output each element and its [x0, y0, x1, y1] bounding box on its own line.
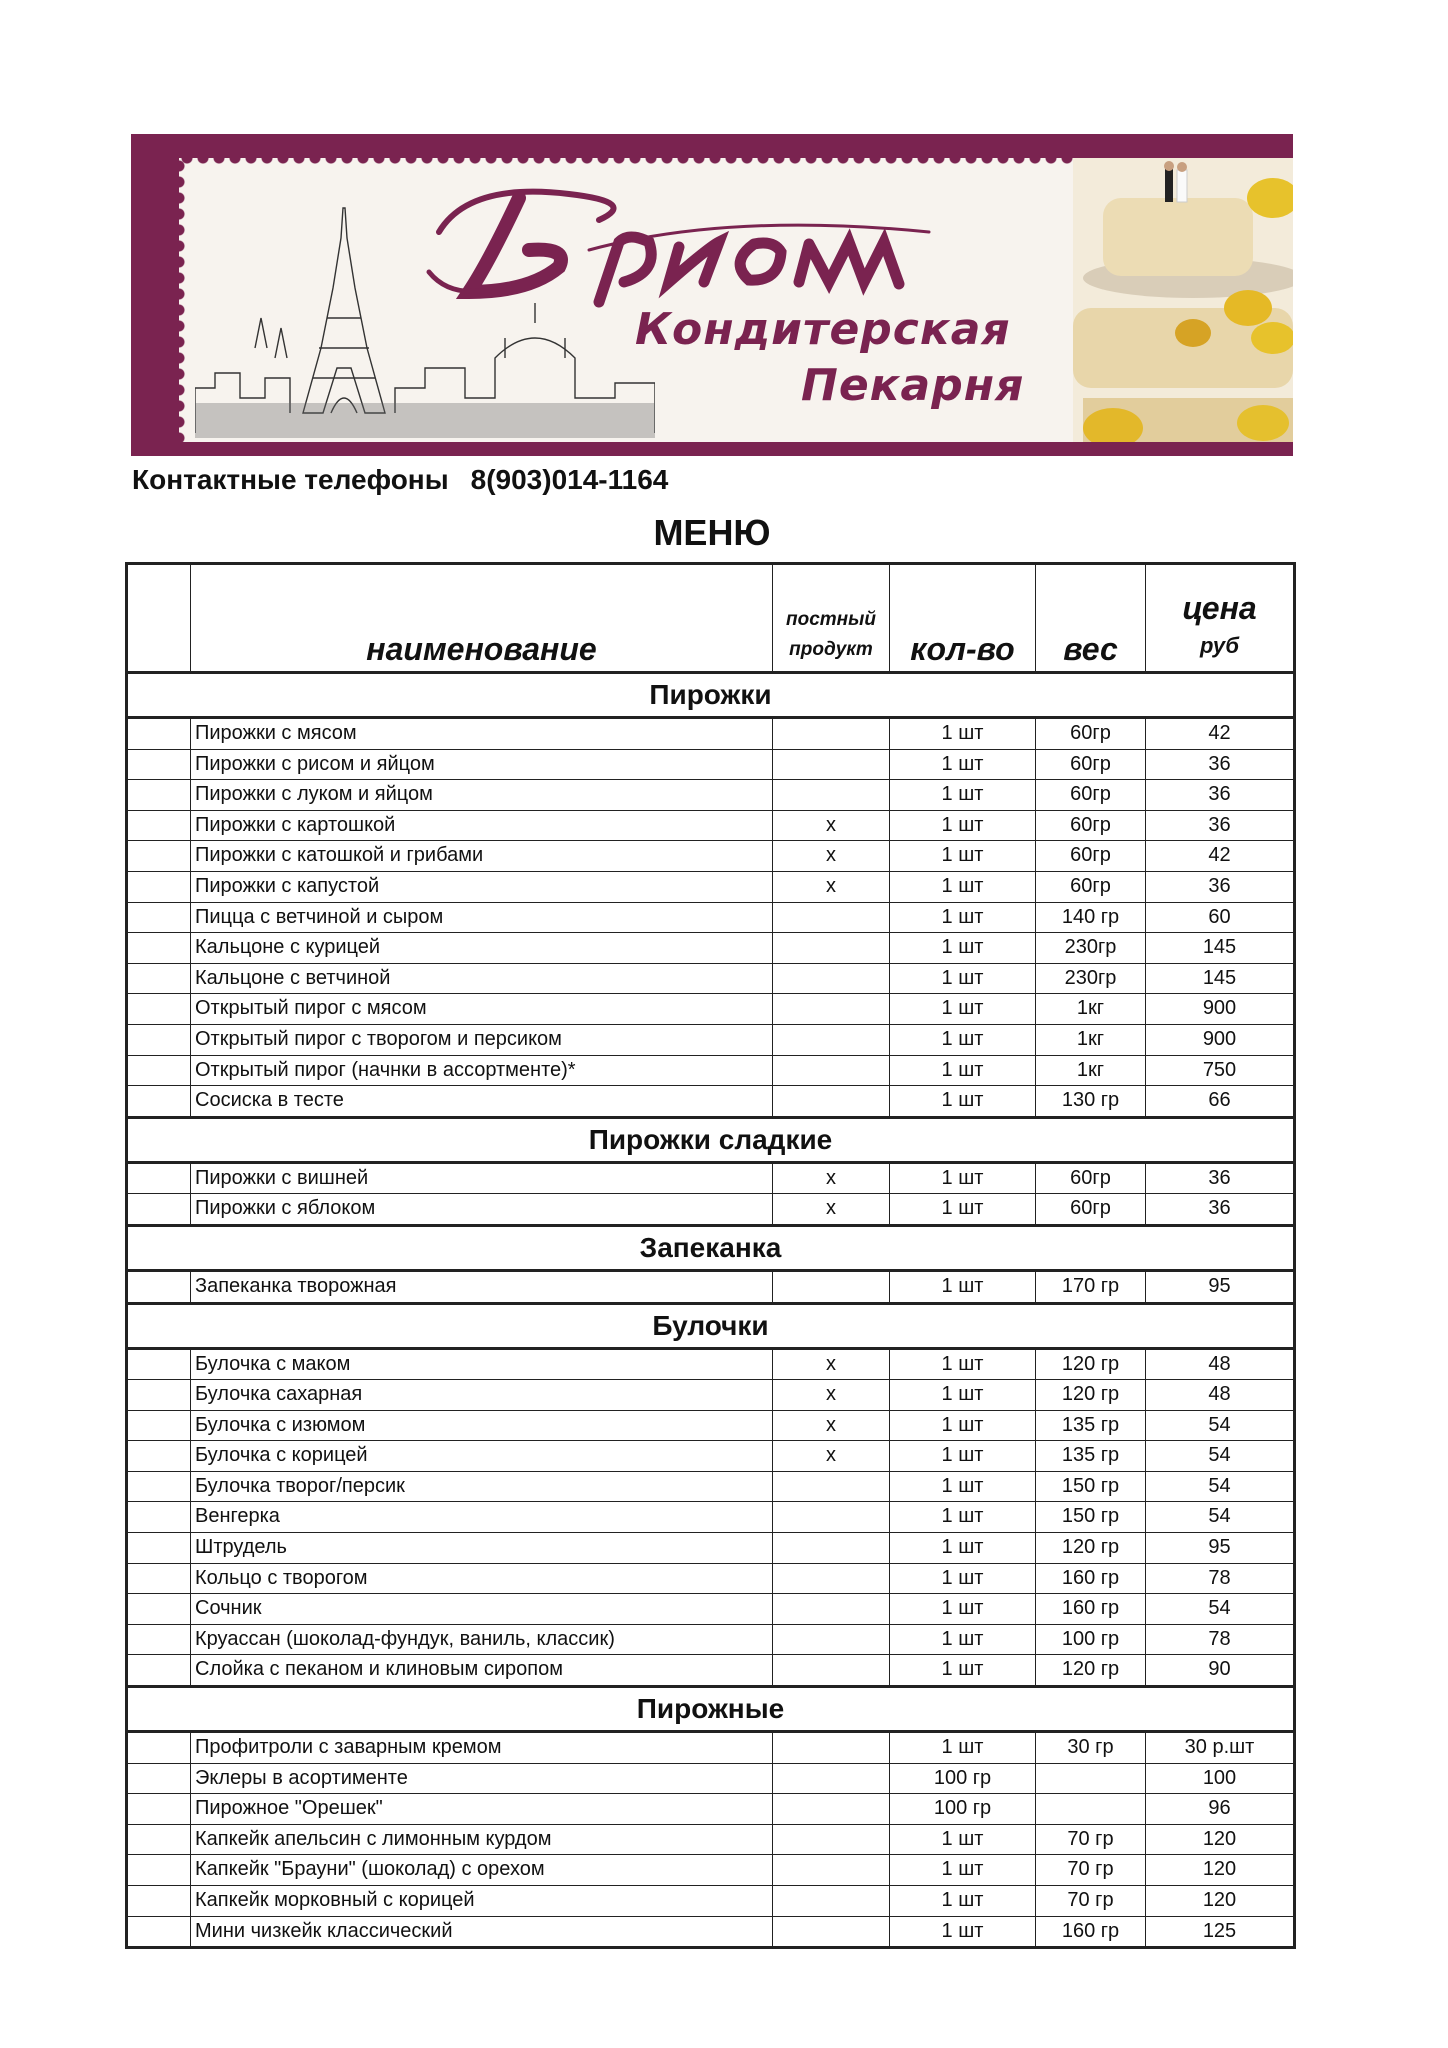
- item-price: 120: [1146, 1886, 1295, 1917]
- item-weight: 140 гр: [1036, 902, 1146, 933]
- table-row: [127, 933, 1295, 964]
- table-row: [127, 1024, 1295, 1055]
- item-name: Открытый пирог (начнки в ассортменте)*: [191, 1055, 773, 1086]
- table-header-row: [127, 564, 1295, 673]
- item-price: 78: [1146, 1563, 1295, 1594]
- item-weight: 120 гр: [1036, 1380, 1146, 1411]
- brand-subtitle-confectionery: Кондитерская: [635, 304, 1011, 355]
- item-lent: [773, 1886, 890, 1917]
- item-quantity: 1 шт: [890, 994, 1036, 1025]
- item-weight: 70 гр: [1036, 1886, 1146, 1917]
- row-index-cell: [127, 1471, 191, 1502]
- table-row: [127, 1563, 1295, 1594]
- item-price: 90: [1146, 1655, 1295, 1687]
- item-quantity: 1 шт: [890, 1655, 1036, 1687]
- table-row: [127, 1270, 1295, 1303]
- item-price: 95: [1146, 1270, 1295, 1303]
- item-weight: 150 гр: [1036, 1502, 1146, 1533]
- item-price: 54: [1146, 1471, 1295, 1502]
- section-title: Пирожки: [127, 673, 1295, 718]
- row-index-cell: [127, 1055, 191, 1086]
- item-weight: 60гр: [1036, 749, 1146, 780]
- item-name: Булочка с изюмом: [191, 1410, 773, 1441]
- item-price: 36: [1146, 780, 1295, 811]
- brand-script-logo: [409, 172, 1049, 312]
- table-row: [127, 1624, 1295, 1655]
- header-price-line2: руб: [1200, 633, 1239, 658]
- row-index-cell: [127, 1655, 191, 1687]
- item-name: Капкейк морковный с корицей: [191, 1886, 773, 1917]
- item-weight: 60гр: [1036, 871, 1146, 902]
- row-index-cell: [127, 780, 191, 811]
- item-price: 66: [1146, 1086, 1295, 1118]
- item-quantity: 1 шт: [890, 1732, 1036, 1764]
- item-quantity: 1 шт: [890, 1533, 1036, 1564]
- item-price: 42: [1146, 841, 1295, 872]
- item-weight: 135 гр: [1036, 1410, 1146, 1441]
- item-lent: х: [773, 1410, 890, 1441]
- menu-title: МЕНЮ: [653, 512, 771, 553]
- item-weight: 130 гр: [1036, 1086, 1146, 1118]
- contact-phone-number[interactable]: 8(903)014-1164: [470, 464, 669, 495]
- item-name: Капкейк "Брауни" (шоколад) с орехом: [191, 1855, 773, 1886]
- item-price: 36: [1146, 749, 1295, 780]
- table-row: [127, 1763, 1295, 1794]
- item-lent: [773, 1563, 890, 1594]
- item-weight: [1036, 1794, 1146, 1825]
- item-quantity: 1 шт: [890, 1162, 1036, 1194]
- item-weight: 160 гр: [1036, 1916, 1146, 1948]
- item-name: Эклеры в асортименте: [191, 1763, 773, 1794]
- item-price: 42: [1146, 718, 1295, 750]
- table-row: [127, 1502, 1295, 1533]
- item-lent: [773, 902, 890, 933]
- item-name: Капкейк апельсин с лимонным курдом: [191, 1824, 773, 1855]
- row-index-cell: [127, 1886, 191, 1917]
- header-name: наименование: [191, 564, 773, 673]
- item-quantity: 100 гр: [890, 1794, 1036, 1825]
- table-row: [127, 1055, 1295, 1086]
- table-row: [127, 1855, 1295, 1886]
- item-quantity: 1 шт: [890, 1471, 1036, 1502]
- row-index-cell: [127, 718, 191, 750]
- item-lent: [773, 1624, 890, 1655]
- item-name: Пирожки с яблоком: [191, 1194, 773, 1226]
- item-weight: 60гр: [1036, 810, 1146, 841]
- item-name: Булочка творог/персик: [191, 1471, 773, 1502]
- section-header-row: [127, 1303, 1295, 1348]
- item-weight: 230гр: [1036, 963, 1146, 994]
- item-weight: 60гр: [1036, 1162, 1146, 1194]
- table-row: [127, 1162, 1295, 1194]
- section-header-row: [127, 1117, 1295, 1162]
- item-quantity: 1 шт: [890, 1410, 1036, 1441]
- item-name: Кальцоне с ветчиной: [191, 963, 773, 994]
- item-quantity: 1 шт: [890, 963, 1036, 994]
- item-price: 60: [1146, 902, 1295, 933]
- row-index-cell: [127, 1162, 191, 1194]
- item-quantity: 1 шт: [890, 1916, 1036, 1948]
- item-name: Запеканка творожная: [191, 1270, 773, 1303]
- item-lent: [773, 780, 890, 811]
- section-title: Булочки: [127, 1303, 1295, 1348]
- item-weight: 1кг: [1036, 1055, 1146, 1086]
- item-lent: [773, 1763, 890, 1794]
- item-weight: 1кг: [1036, 994, 1146, 1025]
- item-quantity: 1 шт: [890, 871, 1036, 902]
- item-name: Пирожки с капустой: [191, 871, 773, 902]
- table-row: [127, 1441, 1295, 1472]
- item-lent: [773, 1471, 890, 1502]
- item-lent: [773, 1794, 890, 1825]
- item-lent: [773, 1594, 890, 1625]
- item-price: 36: [1146, 871, 1295, 902]
- table-row: [127, 1533, 1295, 1564]
- item-name: Профитроли с заварным кремом: [191, 1732, 773, 1764]
- table-row: [127, 749, 1295, 780]
- item-name: Пирожки с луком и яйцом: [191, 780, 773, 811]
- item-weight: 1кг: [1036, 1024, 1146, 1055]
- item-weight: 60гр: [1036, 780, 1146, 811]
- item-price: 36: [1146, 1194, 1295, 1226]
- item-lent: [773, 933, 890, 964]
- item-quantity: 1 шт: [890, 841, 1036, 872]
- table-row: [127, 810, 1295, 841]
- item-lent: х: [773, 871, 890, 902]
- item-lent: [773, 1270, 890, 1303]
- item-name: Булочка с маком: [191, 1348, 773, 1380]
- row-index-cell: [127, 1855, 191, 1886]
- item-name: Пирожки с вишней: [191, 1162, 773, 1194]
- table-row: [127, 1471, 1295, 1502]
- item-quantity: 1 шт: [890, 1086, 1036, 1118]
- item-lent: х: [773, 1441, 890, 1472]
- table-row: [127, 1655, 1295, 1687]
- row-index-cell: [127, 994, 191, 1025]
- item-name: Сосиска в тесте: [191, 1086, 773, 1118]
- item-weight: 100 гр: [1036, 1624, 1146, 1655]
- table-row: [127, 994, 1295, 1025]
- row-index-cell: [127, 1502, 191, 1533]
- item-quantity: 1 шт: [890, 1380, 1036, 1411]
- item-quantity: 1 шт: [890, 1824, 1036, 1855]
- item-weight: 135 гр: [1036, 1441, 1146, 1472]
- row-index-cell: [127, 1533, 191, 1564]
- item-lent: х: [773, 1162, 890, 1194]
- table-row: [127, 780, 1295, 811]
- item-price: 30 р.шт: [1146, 1732, 1295, 1764]
- item-lent: х: [773, 1348, 890, 1380]
- item-quantity: 1 шт: [890, 780, 1036, 811]
- item-price: 100: [1146, 1763, 1295, 1794]
- table-row: [127, 1886, 1295, 1917]
- section-header-row: [127, 1225, 1295, 1270]
- header-banner: [131, 134, 1293, 456]
- item-quantity: 1 шт: [890, 1886, 1036, 1917]
- header-weight: вес: [1036, 564, 1146, 673]
- table-row: [127, 1348, 1295, 1380]
- item-quantity: 1 шт: [890, 1055, 1036, 1086]
- row-index-cell: [127, 841, 191, 872]
- item-lent: х: [773, 1380, 890, 1411]
- menu-table: [125, 562, 1296, 1949]
- row-index-cell: [127, 1024, 191, 1055]
- wedding-cake-image: [1073, 158, 1293, 442]
- item-price: 54: [1146, 1410, 1295, 1441]
- table-row: [127, 718, 1295, 750]
- item-lent: [773, 1855, 890, 1886]
- item-name: Слойка с пеканом и клиновым сиропом: [191, 1655, 773, 1687]
- item-lent: [773, 1916, 890, 1948]
- item-quantity: 1 шт: [890, 1624, 1036, 1655]
- row-index-cell: [127, 1763, 191, 1794]
- stamp-perforation-left: [179, 158, 191, 442]
- item-name: Венгерка: [191, 1502, 773, 1533]
- item-lent: [773, 1533, 890, 1564]
- table-row: [127, 1410, 1295, 1441]
- item-quantity: 1 шт: [890, 1594, 1036, 1625]
- item-name: Кальцоне с курицей: [191, 933, 773, 964]
- brand-subtitle-bakery: Пекарня: [801, 360, 1025, 411]
- item-name: Штрудель: [191, 1533, 773, 1564]
- item-quantity: 100 гр: [890, 1763, 1036, 1794]
- item-lent: [773, 718, 890, 750]
- item-name: Пицца с ветчиной и сыром: [191, 902, 773, 933]
- row-index-cell: [127, 1348, 191, 1380]
- item-price: 48: [1146, 1348, 1295, 1380]
- header-quantity: кол-во: [890, 564, 1036, 673]
- item-quantity: 1 шт: [890, 1441, 1036, 1472]
- table-row: [127, 1594, 1295, 1625]
- item-weight: 60гр: [1036, 718, 1146, 750]
- item-weight: 60гр: [1036, 841, 1146, 872]
- header-price: [1146, 564, 1295, 673]
- contact-phones: [132, 464, 668, 496]
- item-price: 900: [1146, 1024, 1295, 1055]
- item-lent: х: [773, 1194, 890, 1226]
- item-price: 95: [1146, 1533, 1295, 1564]
- item-lent: [773, 1055, 890, 1086]
- item-weight: 120 гр: [1036, 1655, 1146, 1687]
- item-lent: [773, 1824, 890, 1855]
- section-header-row: [127, 673, 1295, 718]
- item-name: Пирожное "Орешек": [191, 1794, 773, 1825]
- row-index-cell: [127, 1441, 191, 1472]
- item-quantity: 1 шт: [890, 1855, 1036, 1886]
- item-price: 900: [1146, 994, 1295, 1025]
- table-row: [127, 1794, 1295, 1825]
- item-price: 145: [1146, 963, 1295, 994]
- header-lent: [773, 564, 890, 673]
- row-index-cell: [127, 1732, 191, 1764]
- item-weight: [1036, 1763, 1146, 1794]
- table-row: [127, 1086, 1295, 1118]
- item-weight: 150 гр: [1036, 1471, 1146, 1502]
- table-row: [127, 1732, 1295, 1764]
- header-lent-line1: постный: [786, 609, 876, 630]
- header-price-line1: цена: [1182, 590, 1257, 626]
- item-lent: [773, 1502, 890, 1533]
- item-name: Пирожки с мясом: [191, 718, 773, 750]
- item-lent: [773, 1732, 890, 1764]
- row-index-cell: [127, 1624, 191, 1655]
- item-quantity: 1 шт: [890, 718, 1036, 750]
- row-index-cell: [127, 1916, 191, 1948]
- menu-body: [127, 673, 1295, 1948]
- item-quantity: 1 шт: [890, 810, 1036, 841]
- item-price: 120: [1146, 1824, 1295, 1855]
- item-name: Круассан (шоколад-фундук, ваниль, классик): [191, 1624, 773, 1655]
- item-quantity: 1 шт: [890, 933, 1036, 964]
- section-title: Пирожные: [127, 1687, 1295, 1732]
- item-name: Сочник: [191, 1594, 773, 1625]
- item-quantity: 1 шт: [890, 1194, 1036, 1226]
- item-weight: 120 гр: [1036, 1533, 1146, 1564]
- row-index-cell: [127, 1086, 191, 1118]
- contact-label: Контактные телефоны: [132, 464, 449, 495]
- item-price: 120: [1146, 1855, 1295, 1886]
- row-index-cell: [127, 963, 191, 994]
- item-lent: [773, 994, 890, 1025]
- item-weight: 70 гр: [1036, 1855, 1146, 1886]
- item-lent: [773, 1024, 890, 1055]
- item-price: 36: [1146, 1162, 1295, 1194]
- item-weight: 170 гр: [1036, 1270, 1146, 1303]
- row-index-cell: [127, 933, 191, 964]
- row-index-cell: [127, 1380, 191, 1411]
- table-row: [127, 841, 1295, 872]
- item-quantity: 1 шт: [890, 1270, 1036, 1303]
- row-index-cell: [127, 1824, 191, 1855]
- item-weight: 230гр: [1036, 933, 1146, 964]
- item-weight: 70 гр: [1036, 1824, 1146, 1855]
- item-price: 125: [1146, 1916, 1295, 1948]
- item-lent: х: [773, 841, 890, 872]
- item-quantity: 1 шт: [890, 902, 1036, 933]
- item-price: 96: [1146, 1794, 1295, 1825]
- row-index-cell: [127, 902, 191, 933]
- row-index-cell: [127, 1794, 191, 1825]
- item-price: 36: [1146, 810, 1295, 841]
- table-row: [127, 1194, 1295, 1226]
- item-quantity: 1 шт: [890, 749, 1036, 780]
- header-blank-cell: [127, 564, 191, 673]
- item-lent: [773, 1655, 890, 1687]
- item-lent: [773, 963, 890, 994]
- banner-stamp: [179, 158, 1293, 442]
- section-header-row: [127, 1687, 1295, 1732]
- table-row: [127, 1824, 1295, 1855]
- item-weight: 60гр: [1036, 1194, 1146, 1226]
- item-weight: 120 гр: [1036, 1348, 1146, 1380]
- item-name: Пирожки с картошкой: [191, 810, 773, 841]
- table-row: [127, 1380, 1295, 1411]
- row-index-cell: [127, 1594, 191, 1625]
- item-name: Булочка с корицей: [191, 1441, 773, 1472]
- item-name: Пирожки с катошкой и грибами: [191, 841, 773, 872]
- item-weight: 30 гр: [1036, 1732, 1146, 1764]
- item-name: Открытый пирог с мясом: [191, 994, 773, 1025]
- item-price: 54: [1146, 1441, 1295, 1472]
- item-name: Кольцо с творогом: [191, 1563, 773, 1594]
- table-row: [127, 1916, 1295, 1948]
- item-quantity: 1 шт: [890, 1348, 1036, 1380]
- item-name: Пирожки с рисом и яйцом: [191, 749, 773, 780]
- item-name: Открытый пирог с творогом и персиком: [191, 1024, 773, 1055]
- row-index-cell: [127, 1410, 191, 1441]
- section-title: Пирожки сладкие: [127, 1117, 1295, 1162]
- item-weight: 160 гр: [1036, 1594, 1146, 1625]
- item-price: 750: [1146, 1055, 1295, 1086]
- table-row: [127, 871, 1295, 902]
- item-price: 48: [1146, 1380, 1295, 1411]
- item-price: 78: [1146, 1624, 1295, 1655]
- row-index-cell: [127, 749, 191, 780]
- row-index-cell: [127, 1194, 191, 1226]
- row-index-cell: [127, 1563, 191, 1594]
- item-name: Булочка сахарная: [191, 1380, 773, 1411]
- row-index-cell: [127, 871, 191, 902]
- item-price: 145: [1146, 933, 1295, 964]
- header-lent-line2: продукт: [789, 639, 873, 660]
- table-row: [127, 902, 1295, 933]
- table-row: [127, 963, 1295, 994]
- item-lent: х: [773, 810, 890, 841]
- item-lent: [773, 749, 890, 780]
- item-quantity: 1 шт: [890, 1024, 1036, 1055]
- item-weight: 160 гр: [1036, 1563, 1146, 1594]
- item-quantity: 1 шт: [890, 1563, 1036, 1594]
- item-price: 54: [1146, 1594, 1295, 1625]
- section-title: Запеканка: [127, 1225, 1295, 1270]
- item-lent: [773, 1086, 890, 1118]
- item-quantity: 1 шт: [890, 1502, 1036, 1533]
- item-price: 54: [1146, 1502, 1295, 1533]
- row-index-cell: [127, 1270, 191, 1303]
- row-index-cell: [127, 810, 191, 841]
- item-name: Мини чизкейк классический: [191, 1916, 773, 1948]
